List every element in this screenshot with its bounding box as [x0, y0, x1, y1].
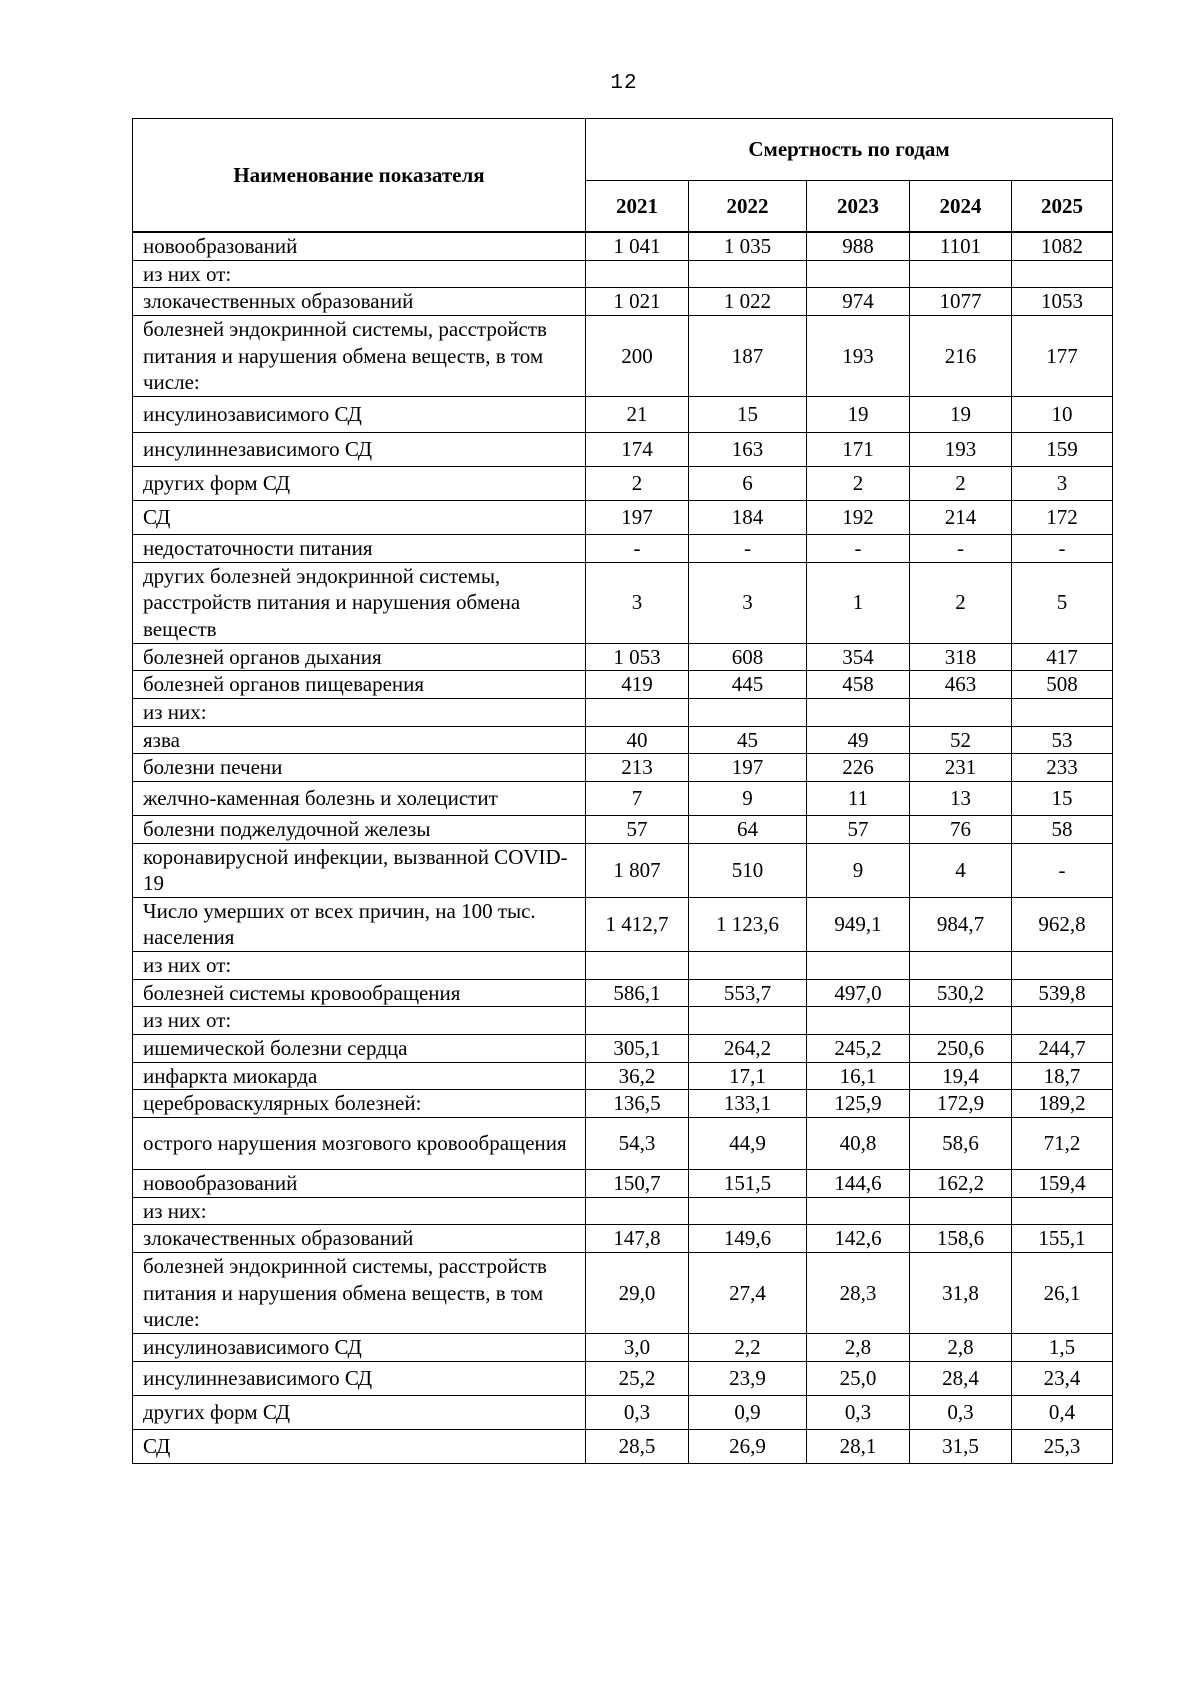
table-row [133, 466, 1113, 500]
indicator-label: болезней органов дыхания [133, 643, 586, 671]
value-cell-2024: 158,6 [910, 1225, 1012, 1253]
value-cell-2023 [807, 1007, 910, 1035]
value-cell-2024: 58,6 [910, 1118, 1012, 1170]
value-cell-2022: 187 [689, 315, 807, 396]
value-cell-2023: 125,9 [807, 1090, 910, 1118]
value-cell-2022: 1 022 [689, 288, 807, 316]
value-cell-2021: 21 [586, 396, 689, 432]
indicator-label: других форм СД [133, 466, 586, 500]
value-cell-2021: 586,1 [586, 979, 689, 1007]
indicator-label: из них: [133, 698, 586, 726]
table-row [133, 396, 1113, 432]
value-cell-2021: - [586, 534, 689, 562]
indicator-label: болезни поджелудочной железы [133, 815, 586, 843]
value-cell-2023: 16,1 [807, 1062, 910, 1090]
indicator-label: болезней органов пищеварения [133, 671, 586, 699]
value-cell-2025: 1082 [1012, 232, 1113, 260]
value-cell-2022: 184 [689, 500, 807, 534]
value-cell-2022 [689, 698, 807, 726]
value-cell-2024: 162,2 [910, 1170, 1012, 1198]
value-cell-2024: 193 [910, 432, 1012, 466]
value-cell-2022: 445 [689, 671, 807, 699]
value-cell-2024: 1077 [910, 288, 1012, 316]
value-cell-2024: 216 [910, 315, 1012, 396]
value-cell-2025: 159,4 [1012, 1170, 1113, 1198]
table-row [133, 1395, 1113, 1429]
value-cell-2024: - [910, 534, 1012, 562]
indicator-label: цереброваскулярных болезней: [133, 1090, 586, 1118]
value-cell-2023: 974 [807, 288, 910, 316]
table-row [133, 1225, 1113, 1253]
value-cell-2021: 3,0 [586, 1334, 689, 1362]
mortality-table [132, 118, 1113, 1464]
indicator-label: ишемической болезни сердца [133, 1035, 586, 1063]
value-cell-2023: 949,1 [807, 897, 910, 951]
year-header: 2023 [807, 181, 910, 233]
value-cell-2022: 2,2 [689, 1334, 807, 1362]
value-cell-2025: 26,1 [1012, 1253, 1113, 1334]
value-cell-2022 [689, 1007, 807, 1035]
value-cell-2021: 147,8 [586, 1225, 689, 1253]
table-row [133, 1007, 1113, 1035]
value-cell-2025: 23,4 [1012, 1361, 1113, 1395]
value-cell-2022: 45 [689, 726, 807, 754]
value-cell-2024: 231 [910, 754, 1012, 782]
value-cell-2023: 49 [807, 726, 910, 754]
indicator-label: инсулинозависимого СД [133, 396, 586, 432]
value-cell-2021: 174 [586, 432, 689, 466]
indicator-name-header: Наименование показателя [133, 119, 586, 233]
page-number: 12 [610, 72, 638, 95]
indicator-label: новообразований [133, 232, 586, 260]
value-cell-2025: 53 [1012, 726, 1113, 754]
indicator-label: из них: [133, 1197, 586, 1225]
value-cell-2025 [1012, 1007, 1113, 1035]
value-cell-2024: 250,6 [910, 1035, 1012, 1063]
value-cell-2023: 40,8 [807, 1118, 910, 1170]
indicator-label: Число умерших от всех причин, на 100 тыс. населения [133, 897, 586, 951]
value-cell-2021: 54,3 [586, 1118, 689, 1170]
indicator-label: других болезней эндокринной системы, расстройств питания и нарушения обмена веществ [133, 562, 586, 643]
value-cell-2022: 1 035 [689, 232, 807, 260]
table-row [133, 288, 1113, 316]
indicator-label: других форм СД [133, 1395, 586, 1429]
value-cell-2023: 142,6 [807, 1225, 910, 1253]
value-cell-2025: 233 [1012, 754, 1113, 782]
value-cell-2021 [586, 260, 689, 288]
value-cell-2022 [689, 260, 807, 288]
value-cell-2025: 5 [1012, 562, 1113, 643]
table-row [133, 1429, 1113, 1463]
value-cell-2025: 15 [1012, 781, 1113, 815]
value-cell-2023: 192 [807, 500, 910, 534]
indicator-label: из них от: [133, 260, 586, 288]
value-cell-2022: 3 [689, 562, 807, 643]
indicator-label: болезней эндокринной системы, расстройств питания и нарушения обмена веществ, в том числе: [133, 315, 586, 396]
value-cell-2021 [586, 1007, 689, 1035]
value-cell-2025: 0,4 [1012, 1395, 1113, 1429]
value-cell-2025: 177 [1012, 315, 1113, 396]
value-cell-2024 [910, 698, 1012, 726]
value-cell-2023 [807, 952, 910, 980]
value-cell-2021: 1 021 [586, 288, 689, 316]
value-cell-2022: 27,4 [689, 1253, 807, 1334]
table-row [133, 815, 1113, 843]
value-cell-2023 [807, 698, 910, 726]
value-cell-2024: 76 [910, 815, 1012, 843]
table-row [133, 754, 1113, 782]
indicator-label: СД [133, 1429, 586, 1463]
value-cell-2022: 510 [689, 843, 807, 897]
table-row [133, 979, 1113, 1007]
value-cell-2023: 2 [807, 466, 910, 500]
value-cell-2021: 1 041 [586, 232, 689, 260]
value-cell-2021: 1 053 [586, 643, 689, 671]
table-row [133, 1253, 1113, 1334]
value-cell-2023: 25,0 [807, 1361, 910, 1395]
table-row [133, 1197, 1113, 1225]
value-cell-2023: 988 [807, 232, 910, 260]
value-cell-2023 [807, 1197, 910, 1225]
value-cell-2024: 530,2 [910, 979, 1012, 1007]
value-cell-2024: 28,4 [910, 1361, 1012, 1395]
table-row [133, 562, 1113, 643]
table-row [133, 698, 1113, 726]
value-cell-2023: 19 [807, 396, 910, 432]
table-row [133, 781, 1113, 815]
table-row [133, 260, 1113, 288]
value-cell-2025: 3 [1012, 466, 1113, 500]
value-cell-2025: 962,8 [1012, 897, 1113, 951]
value-cell-2021: 2 [586, 466, 689, 500]
value-cell-2021: 1 807 [586, 843, 689, 897]
value-cell-2021: 419 [586, 671, 689, 699]
indicator-label: злокачественных образований [133, 288, 586, 316]
table-row [133, 500, 1113, 534]
value-cell-2021: 0,3 [586, 1395, 689, 1429]
indicator-label: болезней системы кровообращения [133, 979, 586, 1007]
value-cell-2025: 172 [1012, 500, 1113, 534]
value-cell-2022: 64 [689, 815, 807, 843]
indicator-label: злокачественных образований [133, 1225, 586, 1253]
indicator-label: болезней эндокринной системы, расстройств питания и нарушения обмена веществ, в том числе: [133, 1253, 586, 1334]
value-cell-2022: 15 [689, 396, 807, 432]
value-cell-2022: 608 [689, 643, 807, 671]
value-cell-2025: 18,7 [1012, 1062, 1113, 1090]
value-cell-2022 [689, 1197, 807, 1225]
value-cell-2024: 2 [910, 562, 1012, 643]
indicator-label: из них от: [133, 952, 586, 980]
value-cell-2023: - [807, 534, 910, 562]
value-cell-2021: 28,5 [586, 1429, 689, 1463]
value-cell-2024: 463 [910, 671, 1012, 699]
value-cell-2025: 1053 [1012, 288, 1113, 316]
value-cell-2024: 19 [910, 396, 1012, 432]
table-row [133, 534, 1113, 562]
value-cell-2021: 1 412,7 [586, 897, 689, 951]
table-row [133, 643, 1113, 671]
value-cell-2024 [910, 260, 1012, 288]
table-row [133, 726, 1113, 754]
year-header: 2024 [910, 181, 1012, 233]
value-cell-2024: 19,4 [910, 1062, 1012, 1090]
value-cell-2025: 58 [1012, 815, 1113, 843]
value-cell-2025 [1012, 698, 1113, 726]
value-cell-2024: 318 [910, 643, 1012, 671]
value-cell-2021 [586, 952, 689, 980]
indicator-label: недостаточности питания [133, 534, 586, 562]
value-cell-2021 [586, 698, 689, 726]
table-row [133, 952, 1113, 980]
table-row [133, 897, 1113, 951]
value-cell-2023: 226 [807, 754, 910, 782]
value-cell-2024: 4 [910, 843, 1012, 897]
value-cell-2021: 36,2 [586, 1062, 689, 1090]
value-cell-2022: - [689, 534, 807, 562]
table-body [133, 232, 1113, 1463]
value-cell-2023: 28,1 [807, 1429, 910, 1463]
value-cell-2025: 155,1 [1012, 1225, 1113, 1253]
value-cell-2023: 497,0 [807, 979, 910, 1007]
value-cell-2022: 44,9 [689, 1118, 807, 1170]
indicator-label: желчно-каменная болезнь и холецистит [133, 781, 586, 815]
value-cell-2023: 57 [807, 815, 910, 843]
year-header: 2021 [586, 181, 689, 233]
value-cell-2022: 6 [689, 466, 807, 500]
value-cell-2024: 52 [910, 726, 1012, 754]
value-cell-2021: 40 [586, 726, 689, 754]
value-cell-2021: 136,5 [586, 1090, 689, 1118]
value-cell-2023: 9 [807, 843, 910, 897]
table-row [133, 1090, 1113, 1118]
table-row [133, 1334, 1113, 1362]
value-cell-2022 [689, 952, 807, 980]
value-cell-2024: 31,8 [910, 1253, 1012, 1334]
value-cell-2023: 2,8 [807, 1334, 910, 1362]
value-cell-2021: 3 [586, 562, 689, 643]
value-cell-2025: 417 [1012, 643, 1113, 671]
value-cell-2025: 539,8 [1012, 979, 1113, 1007]
value-cell-2021 [586, 1197, 689, 1225]
value-cell-2022: 1 123,6 [689, 897, 807, 951]
value-cell-2021: 29,0 [586, 1253, 689, 1334]
value-cell-2023 [807, 260, 910, 288]
table-row [133, 843, 1113, 897]
indicator-label: инсулинозависимого СД [133, 1334, 586, 1362]
mortality-by-year-header: Смертность по годам [586, 119, 1113, 181]
value-cell-2023: 171 [807, 432, 910, 466]
value-cell-2022: 163 [689, 432, 807, 466]
value-cell-2023: 11 [807, 781, 910, 815]
indicator-label: СД [133, 500, 586, 534]
value-cell-2025: 71,2 [1012, 1118, 1113, 1170]
value-cell-2022: 149,6 [689, 1225, 807, 1253]
year-header: 2025 [1012, 181, 1113, 233]
value-cell-2022: 9 [689, 781, 807, 815]
indicator-label: из них от: [133, 1007, 586, 1035]
value-cell-2023: 193 [807, 315, 910, 396]
value-cell-2025 [1012, 260, 1113, 288]
table-row [133, 232, 1113, 260]
indicator-label: язва [133, 726, 586, 754]
value-cell-2024: 214 [910, 500, 1012, 534]
value-cell-2023: 28,3 [807, 1253, 910, 1334]
value-cell-2022: 197 [689, 754, 807, 782]
table-row [133, 1170, 1113, 1198]
value-cell-2021: 57 [586, 815, 689, 843]
indicator-label: новообразований [133, 1170, 586, 1198]
value-cell-2024: 13 [910, 781, 1012, 815]
value-cell-2023: 354 [807, 643, 910, 671]
value-cell-2021: 25,2 [586, 1361, 689, 1395]
value-cell-2021: 305,1 [586, 1035, 689, 1063]
indicator-label: инфаркта миокарда [133, 1062, 586, 1090]
value-cell-2022: 133,1 [689, 1090, 807, 1118]
value-cell-2025: 189,2 [1012, 1090, 1113, 1118]
table-row [133, 671, 1113, 699]
value-cell-2021: 200 [586, 315, 689, 396]
value-cell-2025: 25,3 [1012, 1429, 1113, 1463]
value-cell-2022: 23,9 [689, 1361, 807, 1395]
value-cell-2024: 2 [910, 466, 1012, 500]
value-cell-2022: 17,1 [689, 1062, 807, 1090]
value-cell-2025: - [1012, 534, 1113, 562]
value-cell-2024: 0,3 [910, 1395, 1012, 1429]
table-row [133, 1361, 1113, 1395]
value-cell-2023: 0,3 [807, 1395, 910, 1429]
value-cell-2024: 984,7 [910, 897, 1012, 951]
indicator-label: инсулиннезависимого СД [133, 1361, 586, 1395]
indicator-label: коронавирусной инфекции, вызванной COVID-19 [133, 843, 586, 897]
value-cell-2023: 1 [807, 562, 910, 643]
indicator-label: инсулиннезависимого СД [133, 432, 586, 466]
value-cell-2024 [910, 952, 1012, 980]
value-cell-2024 [910, 1007, 1012, 1035]
value-cell-2024: 172,9 [910, 1090, 1012, 1118]
value-cell-2023: 458 [807, 671, 910, 699]
table-row [133, 1035, 1113, 1063]
value-cell-2022: 151,5 [689, 1170, 807, 1198]
value-cell-2025: 10 [1012, 396, 1113, 432]
table-row [133, 1118, 1113, 1170]
value-cell-2021: 150,7 [586, 1170, 689, 1198]
indicator-label: болезни печени [133, 754, 586, 782]
value-cell-2021: 197 [586, 500, 689, 534]
value-cell-2023: 144,6 [807, 1170, 910, 1198]
value-cell-2025: - [1012, 843, 1113, 897]
value-cell-2025 [1012, 1197, 1113, 1225]
value-cell-2022: 0,9 [689, 1395, 807, 1429]
value-cell-2025: 1,5 [1012, 1334, 1113, 1362]
value-cell-2023: 245,2 [807, 1035, 910, 1063]
value-cell-2024: 2,8 [910, 1334, 1012, 1362]
year-header: 2022 [689, 181, 807, 233]
value-cell-2024: 31,5 [910, 1429, 1012, 1463]
value-cell-2025: 159 [1012, 432, 1113, 466]
value-cell-2021: 7 [586, 781, 689, 815]
table-row [133, 432, 1113, 466]
value-cell-2022: 26,9 [689, 1429, 807, 1463]
value-cell-2024: 1101 [910, 232, 1012, 260]
value-cell-2025: 244,7 [1012, 1035, 1113, 1063]
value-cell-2022: 264,2 [689, 1035, 807, 1063]
value-cell-2022: 553,7 [689, 979, 807, 1007]
table-row [133, 1062, 1113, 1090]
table-row [133, 315, 1113, 396]
indicator-label: острого нарушения мозгового кровообращения [133, 1118, 586, 1170]
value-cell-2025 [1012, 952, 1113, 980]
value-cell-2024 [910, 1197, 1012, 1225]
value-cell-2025: 508 [1012, 671, 1113, 699]
value-cell-2021: 213 [586, 754, 689, 782]
